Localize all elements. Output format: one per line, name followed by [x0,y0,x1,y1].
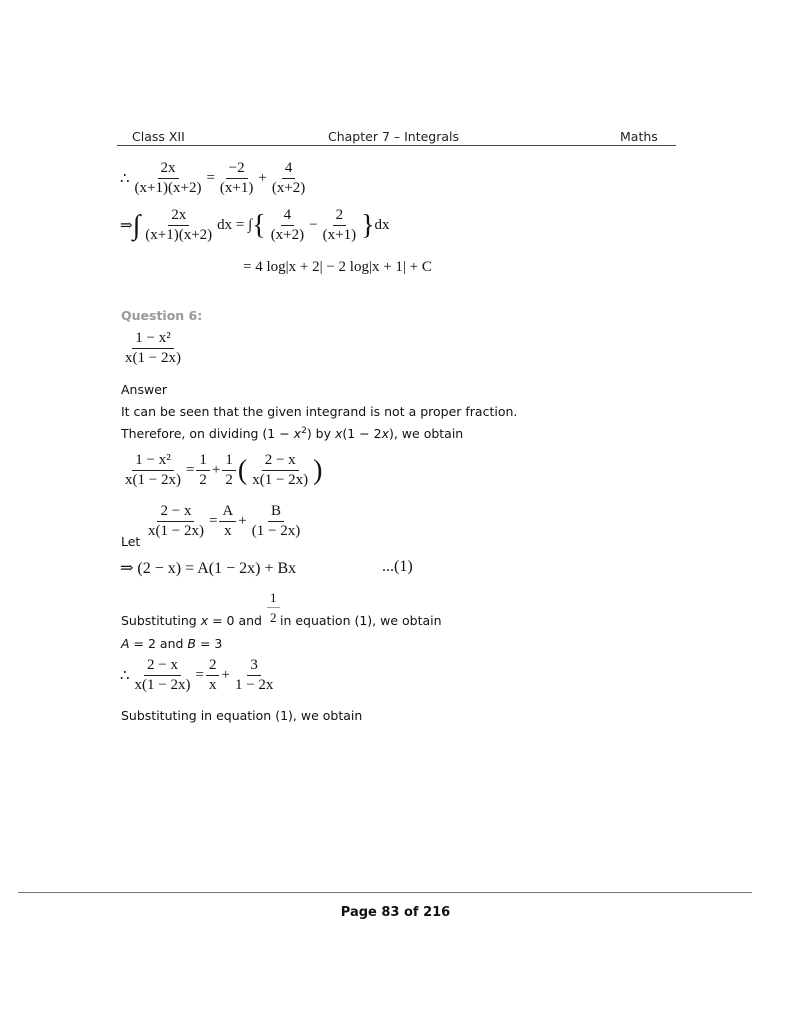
fraction [232,657,276,694]
numerator: B [268,503,284,522]
numerator: 3 [247,657,261,676]
fraction [132,160,205,197]
fraction [268,207,307,244]
page-number: Page 83 of 216 [340,905,451,920]
fraction [196,452,210,489]
text: = 2 and [129,636,188,651]
fraction [267,589,280,626]
answer-line-1: It can be seen that the given integrand is not a proper fraction. [121,404,518,419]
denominator: (x+1)(x+2) [134,180,202,196]
numerator: 2 [206,657,220,676]
fraction [217,160,256,197]
question-expression [120,330,186,367]
therefore-symbol: ∴ [120,668,130,684]
denominator: (x+2) [270,227,305,243]
denominator: (x+1)(x+2) [145,227,213,243]
denominator: x(1 − 2x) [134,677,191,693]
ab-values [121,636,222,651]
numerator: 1 [222,452,236,471]
numerator: 1 [196,452,210,471]
fraction [249,452,311,489]
equals: = [195,667,204,683]
implies-symbol: ⇒ [120,218,133,234]
fraction [122,452,184,489]
fraction [320,207,359,244]
numerator: 4 [281,207,295,226]
math-equation-1: ⇒ (2 − x) = A(1 − 2x) + Bx [120,560,297,577]
var-x: x [334,426,343,442]
numerator: −2 [226,160,248,179]
header-class: Class XII [132,129,185,144]
header-rule [117,145,676,146]
plus: + [238,513,247,529]
denominator: (x+2) [271,180,306,196]
paren-open: ( [237,454,248,486]
numerator: 2 − x [157,503,194,522]
text: ), we obtain [388,426,464,442]
plus: + [258,170,267,186]
plus: + [211,462,221,478]
var-x: x [293,426,302,442]
integral-symbol: ∫ [132,209,141,241]
therefore-symbol: ∴ [120,171,130,187]
equals: = [206,170,215,186]
superscript: 2 [301,426,307,436]
fraction [222,452,236,489]
text: Therefore, on dividing (1 − [121,426,294,442]
equation-tag: ...(1) [382,558,413,575]
brace-open: { [252,209,266,241]
half-fraction [265,589,282,626]
denominator: x(1 − 2x) [125,472,181,488]
text: = 0 and [208,613,266,628]
fraction [206,657,220,694]
math-integral-result: = 4 log|x + 2| − 2 log|x + 1| + C [243,259,432,275]
dx-equals: dx = ∫ [217,217,253,233]
fraction [122,330,184,367]
denominator: 2 [270,610,277,625]
paren-close: ) [313,454,323,486]
header-chapter: Chapter 7 – Integrals [328,129,460,144]
denominator: x [224,523,232,539]
equals: = [208,513,218,529]
math-partial-fraction-result [120,160,310,197]
numerator: 1 − x² [132,452,173,471]
var-x: x [381,426,389,442]
numerator: 2 [333,207,347,226]
plus: + [221,667,230,683]
numerator: A [219,503,236,522]
answer-line-2 [121,426,463,441]
text: in equation (1), we obtain [279,613,442,628]
let-label: Let [121,534,141,549]
fraction [269,160,308,197]
fraction [142,207,215,244]
denominator: x(1 − 2x) [252,472,309,488]
answer-last-line: Substituting in equation (1), we obtain [121,708,363,723]
fraction [219,503,236,540]
denominator: (1 − 2x) [251,523,301,539]
dx: dx [374,217,390,233]
brace-close: } [361,209,375,241]
question-label: Question 6: [121,308,203,323]
text: ) by [306,426,335,442]
denominator: x(1 − 2x) [148,523,204,539]
denominator: x(1 − 2x) [125,350,181,366]
math-division-result [120,452,323,489]
numerator: 2x [168,207,189,226]
var-b: B [187,636,196,651]
answer-label: Answer [121,382,168,397]
numerator: 2 − x [144,657,181,676]
minus: − [309,217,318,233]
fraction [249,503,303,540]
math-integral-setup [120,207,390,244]
numerator: 2x [158,160,179,179]
denominator: 2 [225,472,233,488]
text: = 3 [195,636,223,651]
denominator: x [208,677,217,693]
denominator: 2 [199,472,207,488]
var-a: A [121,636,130,651]
var-x: x [200,613,209,628]
denominator: 1 − 2x [234,677,274,693]
math-partial-fraction-setup [143,503,305,540]
numerator: 1 − x² [132,330,173,349]
denominator: (x+1) [219,180,254,196]
denominator: (x+1) [322,227,357,243]
text: Substituting [121,613,201,628]
math-partial-fraction-final [120,657,278,694]
footer-rule [18,892,752,893]
fraction [132,657,194,694]
numerator: 4 [282,160,296,179]
numerator: 1 [267,589,280,608]
text: (1 − 2 [342,426,382,442]
fraction [145,503,207,540]
header-subject: Maths [620,129,658,144]
numerator: 2 − x [262,452,299,471]
equals: = [185,462,195,478]
